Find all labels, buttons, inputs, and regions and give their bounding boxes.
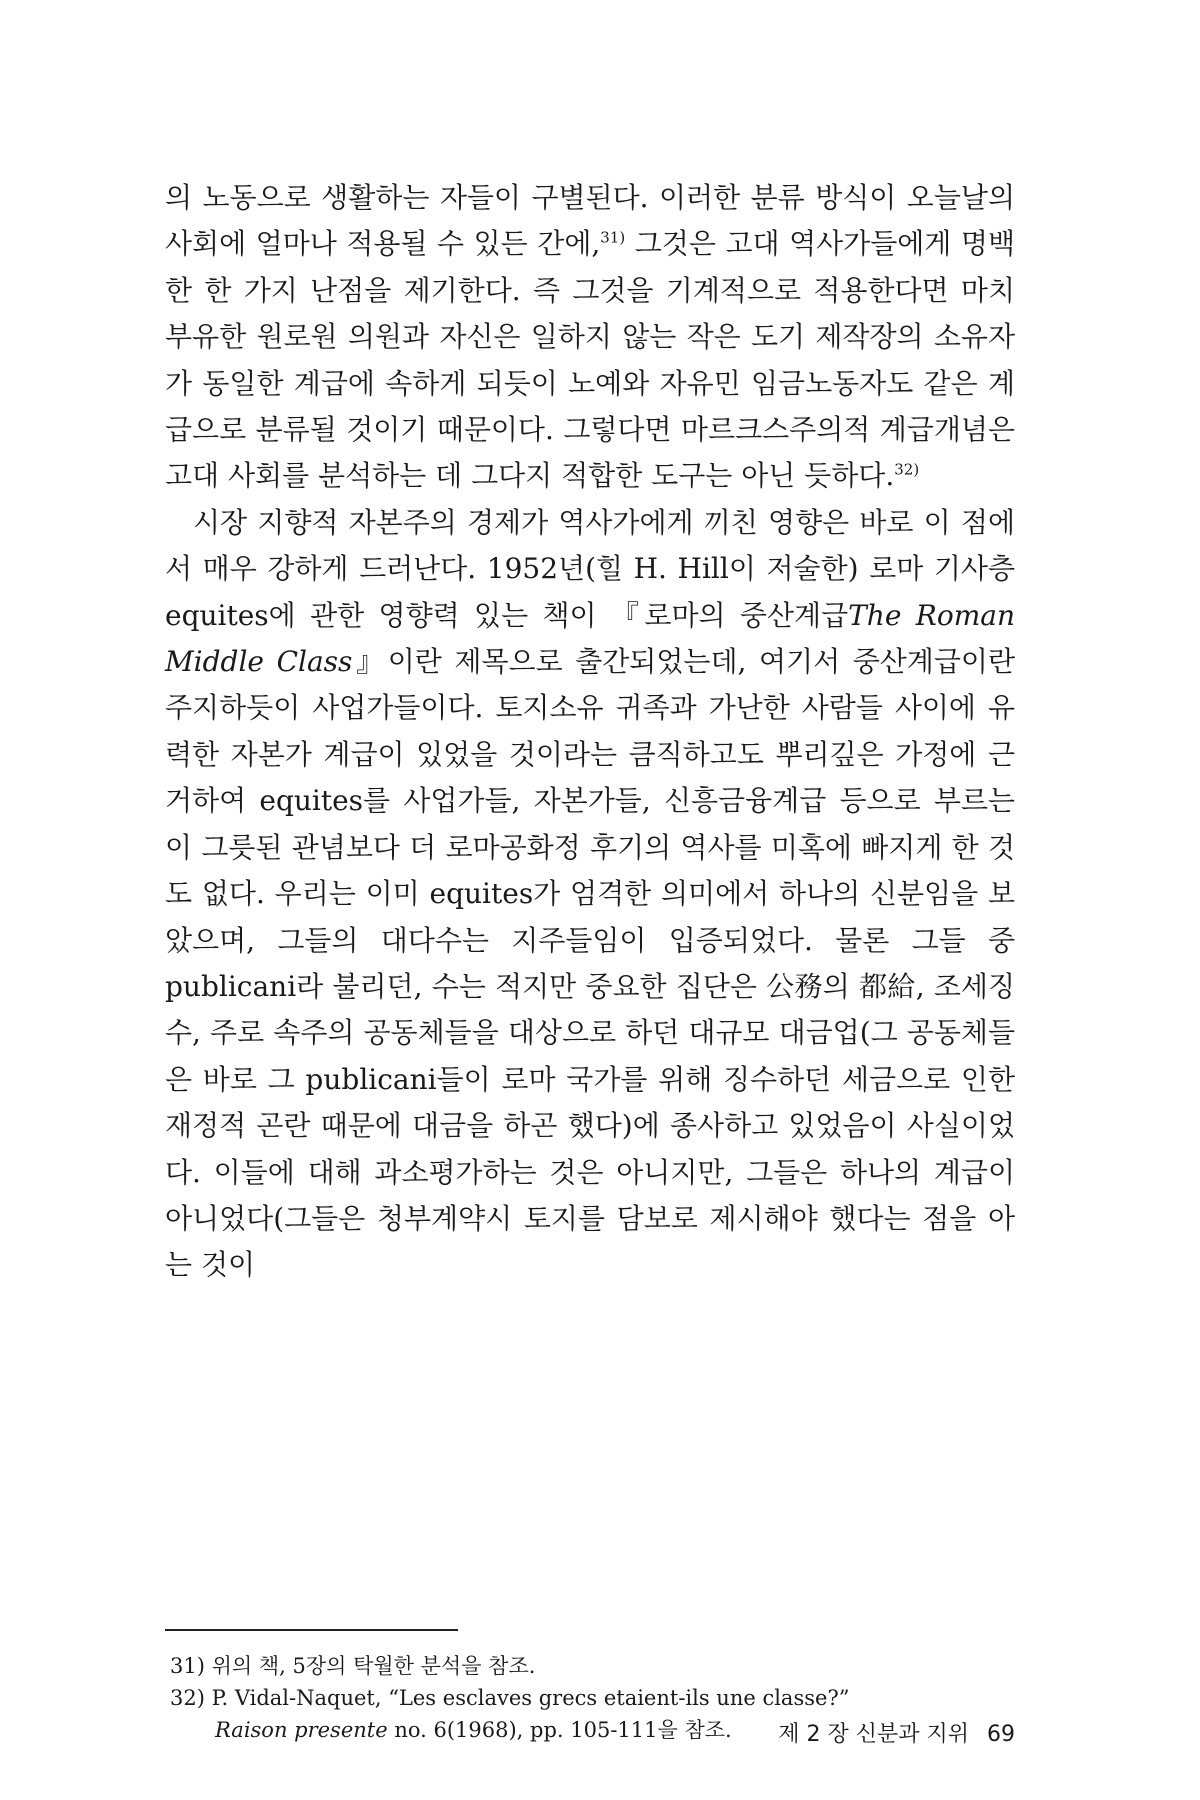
paragraph-2 bbox=[165, 500, 1015, 1289]
paragraph-2-text-b: 』이란 제목으로 출간되었는데, 여기서 중산계급이란 주지하듯이 사업가들이다. 토지소유 귀족과 가난한 사람들 사이에 유력한 자본가 계급이 있었을 것이라는 큼직하고도 뿌리깊은 가정에 근거하여 equites를 사업가들, 자본가들, 신흥금융계급 등으로 부르는 이 그릇된 관념보다 더 로마공화정 후기의 역사를 미혹에 빠지게 한 것도 없다. 우리는 이미 equites가 엄격한 의미에서 하나의 신분임을 보았으며, 그들의 대다수는 지주들임이 입증되었다. 물론 그들 중 publicani라 불리던, 수는 적지만 중요한 집단은 公務의 都給, 조세징수, 주로 속주의 공동체들을 대상으로 하던 대규모 대금업(그 공동체들은 바로 그 publicani들이 로마 국가를 위해 징수하던 세금으로 인한 재정적 곤란 때문에 대금을 하곤 했다)에 종사하고 있었음이 사실이었다. 이들에 대해 과소평가하는 것은 아니지만, 그들은 하나의 계급이 아니었다(그들은 청부계약시 토지를 담보로 제시해야 했다는 점을 아는 것이 bbox=[165, 645, 1015, 1282]
page-footer bbox=[695, 1720, 1015, 1750]
main-text bbox=[165, 175, 1015, 1289]
chapter-title: 제 2 장 신분과 지위 bbox=[778, 1722, 969, 1747]
footnote-32-label: 32) bbox=[170, 1686, 205, 1710]
footnote-32-text: P. Vidal-Naquet, “Les esclaves grecs etaient-ils une classe?” bbox=[211, 1686, 850, 1710]
footnote-31-text: 위의 책, 5장의 탁월한 분석을 참조. bbox=[211, 1654, 536, 1678]
footnote-divider bbox=[165, 1629, 458, 1631]
footnote-31 bbox=[170, 1650, 1015, 1682]
paragraph-1-text-b: 그것은 고대 역사가들에게 명백한 한 가지 난점을 제기한다. 즉 그것을 기계적으로 적용한다면 마치 부유한 원로원 의원과 자신은 일하지 않는 작은 도기 제작장의 소유자가 동일한 계급에 속하게 되듯이 노예와 자유민 임금노동자도 같은 계급으로 분류될 것이기 때문이다. 그렇다면 마르크스주의적 계급개념은 고대 사회를 분석하는 데 그다지 적합한 도구는 아닌 듯하다. bbox=[165, 227, 1015, 493]
footnote-31-label: 31) bbox=[170, 1654, 205, 1678]
book-title-english: The Roman Middle Class bbox=[165, 598, 1015, 679]
footnote-32-journal: Raison presente bbox=[215, 1718, 388, 1742]
footnote-ref-31: 31) bbox=[600, 229, 626, 248]
paragraph-2-text-a: 시장 지향적 자본주의 경제가 역사가에게 끼친 영향은 바로 이 점에서 매우 강하게 드러난다. 1952년(힐 H. Hill이 저술한) 로마 기사층equites에 관한 영향력 있는 책이 『로마의 중산계급 bbox=[165, 505, 1015, 632]
page-number: 69 bbox=[987, 1722, 1015, 1747]
footnote-ref-32: 32) bbox=[894, 461, 920, 480]
paragraph-1 bbox=[165, 175, 1015, 500]
footnote-32-text-end: no. 6(1968), pp. 105-111을 참조. bbox=[387, 1718, 732, 1742]
paragraph-1-text-a: 의 노동으로 생활하는 자들이 구별된다. 이러한 분류 방식이 오늘날의 사회에 얼마나 적용될 수 있든 간에, bbox=[165, 181, 1015, 261]
